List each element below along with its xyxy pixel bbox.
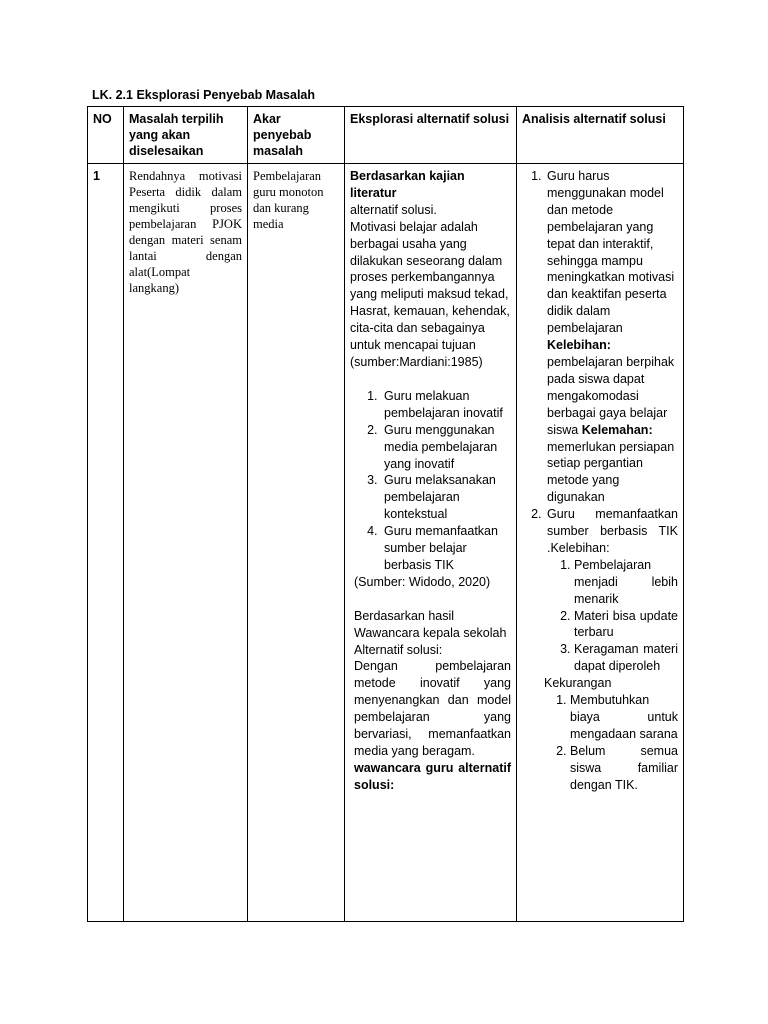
exploration-table	[87, 106, 684, 922]
cell-masalah: Rendahnya motivasi Peserta didik dalam mengikuti proses pembelajaran PJOK dengan materi senam lantai dengan alat(Lompat langkang)	[124, 164, 248, 922]
wawancara-heading: Berdasarkan hasil Wawancara kepala sekolah	[354, 608, 507, 640]
cell-eksplorasi	[345, 164, 517, 922]
analisis-item2-text: Guru memanfaatkan sumber berbasis TIK .Kelebihan:	[547, 507, 678, 555]
header-masalah: Masalah terpilih yang akan diselesaikan	[124, 107, 248, 164]
list-item: 4. Guru memanfaatkan sumber belajar berbasis TIK	[381, 523, 511, 574]
list-item: 1. Pembelajaran menjadi lebih menarik	[574, 557, 678, 608]
eksplorasi-intro-source: (sumber:Mardiani:1985)	[350, 354, 483, 369]
analisis-item1-kelebihan-text: pembelajaran berpihak pada siswa dapat mengakomodasi berbagai gaya belajar siswa	[547, 354, 675, 437]
list-item: 3. Keragaman materi dapat diperoleh	[574, 641, 678, 675]
eksplorasi-intro-label: alternatif solusi.	[350, 202, 437, 217]
analisis-item1-kelemahan-text: memerlukan persiapan setiap pergantian metode yang digunakan	[547, 439, 675, 505]
header-no: NO	[88, 107, 124, 164]
eksplorasi-list	[350, 388, 511, 574]
eksplorasi-intro-heading: Berdasarkan kajian literatur	[350, 169, 465, 200]
analisis-item1-kelemahan-label: Kelemahan:	[581, 422, 653, 437]
wawancara-label: Alternatif solusi:	[354, 642, 443, 657]
kekurangan-list	[549, 692, 678, 793]
list-item: 2. Materi bisa update terbaru	[574, 608, 678, 642]
table-header-row	[88, 107, 684, 164]
cell-analisis	[517, 164, 684, 922]
wawancara-text: Dengan pembelajaran metode inovatif yang menyenangkan dan model pembelajaran yang bervariasi, memanfaatkan media yang beragam.	[354, 659, 511, 758]
list-item	[545, 506, 678, 675]
list-item: 1. Guru melakuan pembelajaran inovatif	[381, 388, 511, 422]
header-akar: Akar penyebab masalah	[248, 107, 345, 164]
eksplorasi-intro-text: Motivasi belajar adalah berbagai usaha yang dilakukan seseorang dalam proses perkembangannya yang meliputi maksud tekad, Hasrat, kemauan, kehendak, cita-cita dan sebagainya untuk mencapai tujuan	[350, 219, 510, 353]
list-item: 2. Guru menggunakan media pembelajaran yang inovatif	[381, 422, 511, 473]
header-eksplorasi: Eksplorasi alternatif solusi	[345, 107, 517, 164]
analisis-item1-text: Guru harus menggunakan model dan metode pembelajaran yang tepat dan interaktif, sehingga mampu meningkatkan motivasi dan keaktifan peserta didik dalam pembelajaran	[547, 169, 675, 336]
analisis-item1-kelebihan-label: Kelebihan:	[547, 338, 611, 353]
list-item: 2. Belum semua siswa familiar dengan TIK.	[570, 743, 678, 794]
kekurangan-label: Kekurangan	[544, 676, 612, 691]
kelebihan-list	[553, 557, 678, 675]
list-item: 3. Guru melaksanakan pembelajaran kontekstual	[381, 472, 511, 523]
eksplorasi-list-source: (Sumber: Widodo, 2020)	[354, 574, 491, 589]
cell-no: 1	[88, 164, 124, 922]
list-item	[545, 168, 678, 506]
wawancara-guru: wawancara guru alternatif solusi:	[354, 760, 511, 792]
document-title: LK. 2.1 Eksplorasi Penyebab Masalah	[92, 88, 316, 102]
header-analisis: Analisis alternatif solusi	[517, 107, 684, 164]
analisis-list	[522, 168, 678, 675]
table-row	[88, 164, 684, 922]
cell-akar: Pembelajaran guru monoton dan kurang media	[248, 164, 345, 922]
list-item: 1. Membutuhkan biaya untuk mengadaan sarana	[570, 692, 678, 743]
